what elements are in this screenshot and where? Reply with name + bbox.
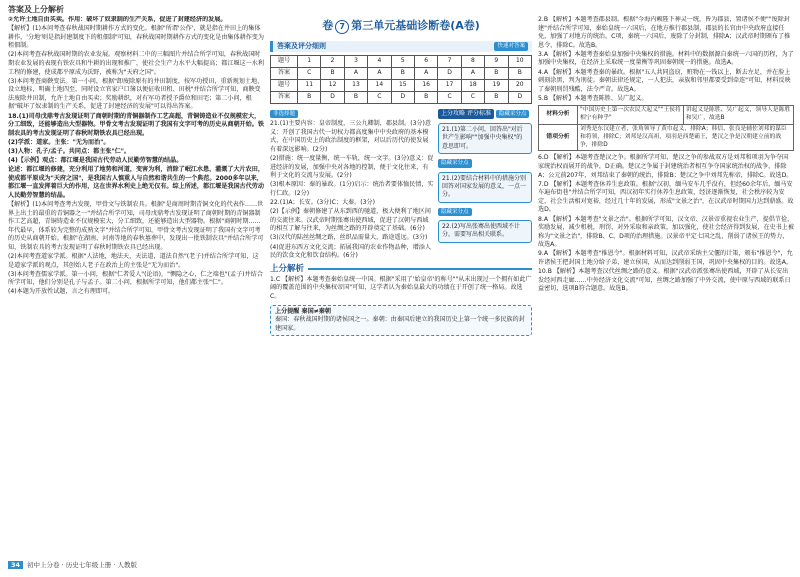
answer-cell: B xyxy=(414,91,437,103)
answer-cell: D xyxy=(508,91,531,103)
answer-line: 22.(1)A；长安。(3分)C；大秦。(3分) xyxy=(270,199,375,207)
answer-cell: B xyxy=(508,67,531,79)
answer-cell: D xyxy=(438,67,461,79)
page-header: 答案及上分解析 xyxy=(8,5,64,14)
section-label: 答案及评分细则 xyxy=(277,42,326,50)
analysis-paragraph: 5.B 【解析】本题考查陈胜、吴广起义。 xyxy=(538,94,648,102)
tip-body: 秦国：春秋战国时期的诸侯国之一。秦朝：由秦国后建立的我国历史上第一个统一多民族的封建国家。 xyxy=(275,316,525,332)
answer-cell: A xyxy=(461,67,484,79)
answer-line: 18.(1)司母戊鼎考古发现证明了商朝时期的青铜器制作工艺高超，青铜铸造业不仅规模宏大，分工细致，还能够造出大型器物。甲骨文考古发现证明了我国有文字可考的历史从商朝开始。铁制农具的考古发现证明了春秋时期铁农具已经出现。 xyxy=(8,112,264,137)
answer-line: (3)汉代的陆丝丝绸之路，丝织品需量大，路途遥远。(3分) xyxy=(270,234,428,242)
analysis-paragraph: 6.D 【解析】本题考查楚汉之争。根据所学可知，楚汉之争的参战双方是刘邦和项羽为争夺国家统治权而展开的战争，D正确。楚汉之争属于封建统治者相互争夺国家统治权的战争，排除A；公元前207年，刘邦结束了秦朝的统治，排除B；楚汉之争中刘邦先称帝，排除C。故选D。 xyxy=(538,154,793,179)
analysis-paragraph: (3)本问考查儒家学派。第一小问，根据"仁者爱人"(论语)，"恻隐之心，仁之端也"(孟子)并结合所学可知，他们分别是孔子与孟子。第二小问，根据所学可知，他们都主张"仁"。 xyxy=(8,270,263,287)
page-footer xyxy=(8,560,137,569)
title-number: 7 xyxy=(335,20,349,34)
footer-text: 初中上分卷 · 历史七年级上册 · 人教版 xyxy=(27,561,137,569)
question-number-cell: 3 xyxy=(344,55,367,67)
answer-line: 21.(1)主要内容：皇帝制度，三公九卿制，郡县制。(3分)意义：开创了我国古代一切权力都高度集中中央政府的基本模式，在中国历史上的政治制度的框架，对以后历代的使发展有着深远影响。(2分) xyxy=(270,120,432,153)
answer-cell: D xyxy=(391,91,414,103)
table-cell: "中国历史上第一次农民大起义""王侯将相宁有种乎" xyxy=(578,106,684,125)
table-row xyxy=(271,55,532,67)
answer-table xyxy=(270,55,532,104)
answer-line: 论述：都江堰的修建，充分利用了地势和河道，变害为利，消除了岷江水患，灌溉了大片农田，使成都平原成为"天府之国"，是我国古人慎重人与自然和谐共生的一个典范。2000多年以来，都江堰一直发挥着巨大的作用，这在世界水利史上绝无仅有。综上所述，都江堰是我国古代劳动人民勤劳智慧的结晶。 xyxy=(8,166,264,199)
hidden-point-label: 隐藏采分点 xyxy=(438,208,472,217)
row-head: 答案 xyxy=(271,67,298,79)
strategy-subtitle: 评分标准 xyxy=(466,109,491,117)
answer-cell: B xyxy=(391,67,414,79)
right-column xyxy=(538,16,794,569)
question-number-cell: 7 xyxy=(438,55,461,67)
answer-cell: B xyxy=(321,67,344,79)
answer-cell: C xyxy=(368,91,391,103)
strategy-title-text: 上分攻略 xyxy=(441,109,466,117)
answer-cell: D xyxy=(321,91,344,103)
question-number-cell: 14 xyxy=(368,79,391,91)
analysis-paragraph: 9.A 【解析】本题考查"推恩令"。根据材料可知，汉武帝采纳主父偃的计策，颁布"推恩令"，允许诸侯王把封国土地分给子弟，建立侯国，从而达到削弱王国，巩固中央集权的目的。故选A。 xyxy=(538,250,793,267)
answer-line: (4)促进东西方文化交流；拓展我国的农业作物品种，增添人民的饮食文化和饮食结构。(6分) xyxy=(270,243,431,260)
question-number-cell: 13 xyxy=(344,79,367,91)
answer-cell: C xyxy=(461,91,484,103)
answer-line: ②允许土地自由买卖。作用：破坏了奴隶制的生产关系，促进了封建经济的发展。 xyxy=(8,16,227,23)
analysis-table xyxy=(538,105,794,151)
answer-line: (3)根本原因：秦的暴政。(1分)启示：统治者要体恤民情，实行仁政。(2分) xyxy=(270,181,434,197)
table-cell: 讲起义是陈胜、吴广起义，领导人是陈胜和吴广，故选B xyxy=(683,106,793,125)
answer-line: (2)措施：统一度量衡，统一车轨，统一文字。(3分)意义：促进经济的发展，加强中央对各地的控制，便于文化往来，有利于文化的交流与发展。(2分) xyxy=(270,155,434,180)
analysis-paragraph: 1.C 【解析】本题考查秦始皇统一中国。根据"采用了'始皇帝'的称号""从未出现过一个拥有如此广阔的覆盖范围的中央集权帝国"可知，这学者认为秦始皇最大的功绩在于开创了统一格局。故选C。 xyxy=(270,275,532,300)
analysis-paragraph: (4)本题为开放性试题，言之有理即可。 xyxy=(8,288,115,296)
row-head: 题号 xyxy=(271,55,298,67)
answer-text-block xyxy=(270,108,434,262)
analysis-paragraph: 3.A 【解析】本题考查秦始皇加强中央集权的措施。材料中的数据源自秦统一六国的历程，为了加强中央集权，在经济上采取统一度量衡等巩固秦朝统一的措施。故选A。 xyxy=(538,50,794,67)
analysis-title: 上分解析 xyxy=(270,264,305,275)
answer-cell: A xyxy=(414,67,437,79)
answer-cell: B xyxy=(344,91,367,103)
row-head: 题号 xyxy=(271,79,298,91)
analysis-paragraph: 2.B 【解析】本题考查郡县制。根据"今海内赖陛下神灵一统，皆为郡县，置诸侯不便""废除封建"并结合所学可知，秦始皇统一六国后，在地方推行郡县制，郡县的长官由中央政府直接任免，加强了对地方的统治。C项，秦统一六国后，废除了分封制，排除A；汉武帝时期颁布了推恩令，排除C。故选B。 xyxy=(538,16,791,49)
row-head: 答案 xyxy=(271,91,298,103)
analysis-paragraph: (2)本问考查春秋战国时期的农业发展。观察材料二中的三幅图片并结合所学可知，春秋战国时期农业发展的表现有铁农具和牛耕的出现和推广，使社会生产力水平大幅提高；都江堰这一水利工程的修建，使成都平原成为沃野，被称为"天府之国"。 xyxy=(8,51,264,76)
question-number-cell: 16 xyxy=(414,79,437,91)
tip-box xyxy=(270,305,532,337)
analysis-paragraph: (2)本问考查道家学派。根据"人法地，地法天，天法道，道法自然"(老子)并结合所学可知，这是道家学派的观点，其创始人老子在政治上的主张是"无为而治"。 xyxy=(8,253,259,269)
answer-cell: A xyxy=(368,67,391,79)
table-row xyxy=(539,106,794,125)
middle-column xyxy=(270,16,532,561)
table-row xyxy=(271,67,532,79)
analysis-paragraph: 【解析】(1)本问考查考古发现，甲骨文与铁制农具。根据"是商周时期青铜文化的代表作……世界上出土的最重的青铜器之一"并结合所学可知，司母戊鼎考古发现证明了商朝时期的青铜器制作工艺高超，青铜铸造业不仅规模宏大，分工细致，还能够造出大型器物。根据"商朝时期……年代最早，体系较为完整的成熟文字"并结合所学可知，甲骨文考古发现证明了我国有文字可考的历史从商朝开始。根据"在湖南、河南等地的春秋墓葬中，发现出一批铁制农具"并结合所学可知，铁制农具的考古发现证明了春秋时期铁农具已经出现。 xyxy=(8,200,264,251)
question-number-cell: 2 xyxy=(321,55,344,67)
row-key: 错项分析 xyxy=(539,125,578,151)
answer-line: (2)【示例】秦朝修建了从东到西的驰道，极大便利了地区间的交流往来。汉武帝时期张骞出使西域，促进了汉朝与西域的相互了解与往来，为丝绸之路的开辟奠定了基础。(6分) xyxy=(270,208,431,233)
hidden-point-box: 21.(1)第二小问，回答出"对后世产生影响""加强中央集权"的意思即可。 xyxy=(438,123,532,154)
strategy-title xyxy=(438,109,494,120)
answer-line: (2)学派：道家。主张："无为而治"。 xyxy=(8,138,110,146)
analysis-header xyxy=(270,265,532,274)
answer-cell: C xyxy=(438,91,461,103)
table-row xyxy=(271,79,532,91)
question-number-cell: 9 xyxy=(485,55,508,67)
row-key: 材料分析 xyxy=(539,106,578,125)
analysis-paragraph: (3)本问考查商鞅变法。第一小问，根据"卸废除原有的井田制度，按军功授田，重新规划土地，设立地标，明确土地四至，同时设立官家户口簿以便征收田租、田税"并结合所学可知，商鞅变法废除井田制，允许土地自由买卖；奖励耕织，对有军功者授予爵位和田宅；第二小问，根据"破坏了奴隶制的生产关系，促进了封建经济的发展"可以得出答案。 xyxy=(8,77,264,111)
exam-title xyxy=(270,16,532,39)
divider xyxy=(308,268,532,270)
question-number-cell: 20 xyxy=(508,79,531,91)
answer-cell: B xyxy=(485,67,508,79)
question-number-cell: 5 xyxy=(391,55,414,67)
question-number-cell: 18 xyxy=(461,79,484,91)
question-number-cell: 4 xyxy=(368,55,391,67)
hidden-point-label: 隐藏采分点 xyxy=(496,110,530,119)
analysis-paragraph: 7.D 【解析】本题考查休养生息政策。根据"汉初，缅马安车几乎没有，但经60余年后，缅马安车遍布街巷"并结合所学可知，西汉初年实行休养生息政策，经济逐渐恢复，社会秩序较为安定，社会生活相对宽裕，经过几十年的发展，形成"文景之治"，在汉武帝时期国力达到鼎盛。故选D。 xyxy=(538,180,794,214)
answer-line: (3)人物：孔子/孟子。共同点：都主张"仁"。 xyxy=(8,147,130,155)
hidden-point-box: 22.(2)写出张骞出使西域不计分，需要写出相关联系。 xyxy=(438,220,532,243)
answer-line: (4)【示例】观点：都江堰是我国古代劳动人民勤劳智慧的结晶。 xyxy=(8,157,183,164)
table-row xyxy=(271,91,532,103)
page-number: 34 xyxy=(8,561,23,569)
answer-cell: C xyxy=(298,67,321,79)
non-selection-block xyxy=(270,108,532,262)
answers-section-bar xyxy=(270,41,532,52)
tip-title: 上分提醒 秦国≠秦朝 xyxy=(275,307,331,315)
analysis-paragraph: 4.A 【解析】本题考查秦的暴政。根据"五人共同盗窃，赃物在一钱以上，断去左足，并在脸上刺刻涂黑，判为刑徒。秦朝法律还规定，一人犯法，亲族和邻里都要受到牵连"可知，材料反映了秦朝刑罚残酷，法令严苛。故选A。 xyxy=(538,68,791,93)
question-number-cell: 19 xyxy=(485,79,508,91)
scoring-strategy-panel xyxy=(438,108,532,262)
answer-cell: A xyxy=(344,67,367,79)
answer-cell: B xyxy=(485,91,508,103)
table-row xyxy=(539,125,794,151)
title-text: 第三单元基础诊断卷(A卷) xyxy=(351,19,480,32)
question-number-cell: 17 xyxy=(438,79,461,91)
analysis-paragraph: 【解析】(1)本问考查春秋战国时期耕作方式的变化。根据"所谓'公作'，就是指在井田上的集体耕作，'分地'则是指封建制度下的租佃制"可知，春秋战国时期耕作方式的变化是由集体耕作变为租佃制。 xyxy=(8,25,264,50)
question-number-cell: 10 xyxy=(508,55,531,67)
question-number-cell: 11 xyxy=(298,79,321,91)
answer-cell: B xyxy=(298,91,321,103)
analysis-paragraph: 8.A 【解析】本题考查"文景之治"。根据所学可知，汉文帝、汉景帝重视农业生产，提倡节俭，奖励发展，减少租税，刑罚，对外采取和亲政策，加以强化，使社会经济得到发展，在史书上被称为"文景之治"，排除B、C、D项的治理措施。汉景帝平定七国之乱，削弱了诸侯王的势力，故选A。 xyxy=(538,215,794,249)
hidden-point-label: 隐藏采分点 xyxy=(438,159,472,168)
left-column xyxy=(8,16,264,556)
question-number-cell: 6 xyxy=(414,55,437,67)
hidden-point-box: 21.(2)要结合材料中的措施分别回答对国家发展的意义，一点一分。 xyxy=(438,172,532,203)
question-number-cell: 1 xyxy=(298,55,321,67)
title-prefix: 卷 xyxy=(322,19,334,32)
nonselection-label: 非选择题 xyxy=(270,110,298,119)
table-cell: 刘秀是东汉建立者，张角领导了黄巾起义，排除A；韩信、张良是辅佐刘邦的谋臣和将领，排除C；刘邦是汉高祖，项羽是西楚霸王，楚汉之争是汉朝建立前的战争，排除D xyxy=(578,125,794,151)
question-number-cell: 15 xyxy=(391,79,414,91)
analysis-paragraph: 10.B 【解析】本题考查汉代丝绸之路的意义。根据"汉武帝派张骞出使西域，开辟了从长安出发经河西走廊……中外经济文化交流"可知，丝绸之路加强了中外交流，使中原与西域的联系日益密切，选项B符合题意。故选B。 xyxy=(538,268,791,293)
section-sublabel: 快速对答案 xyxy=(494,42,528,51)
question-number-cell: 8 xyxy=(461,55,484,67)
question-number-cell: 12 xyxy=(321,79,344,91)
